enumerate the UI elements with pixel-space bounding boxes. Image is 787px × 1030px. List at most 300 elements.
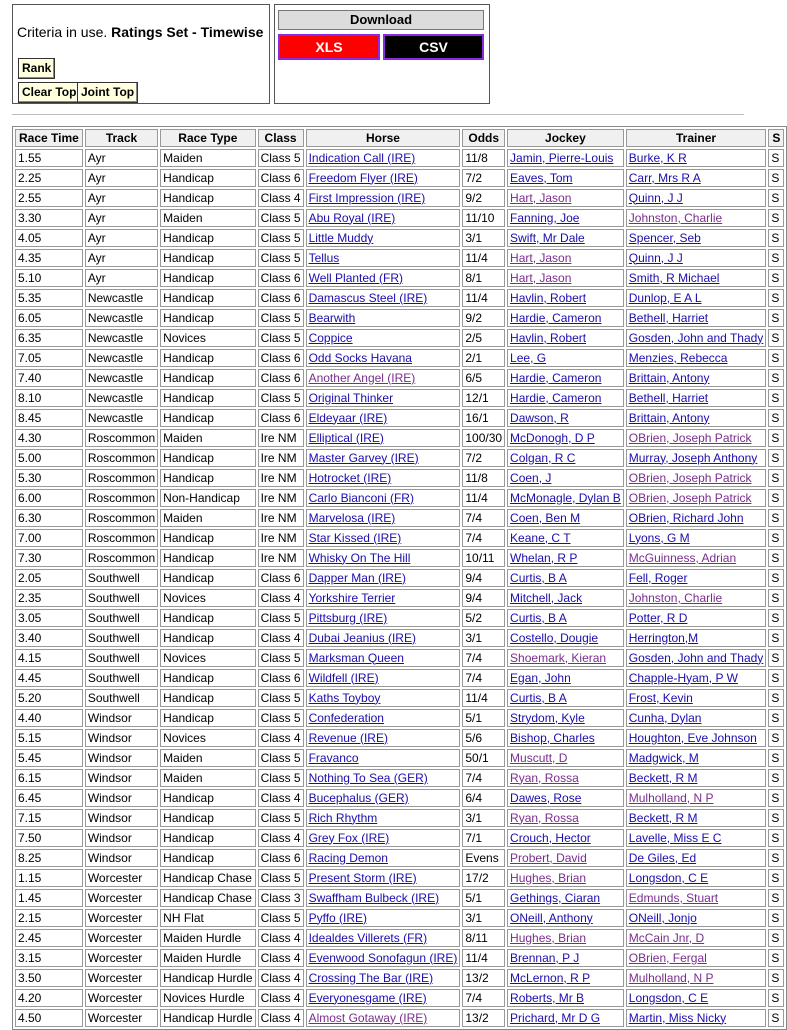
race-time-cell: 7.50 (15, 829, 83, 847)
horse-link[interactable]: Rich Rhythm (308, 810, 378, 825)
race-type-cell: Maiden (160, 749, 255, 767)
xls-download-button[interactable]: XLS (278, 34, 380, 60)
jockey-link[interactable]: Hardie, Cameron (510, 370, 602, 385)
trainer-cell (626, 409, 767, 427)
trainer-cell (626, 709, 767, 727)
odds-cell: 50/1 (462, 749, 505, 767)
jockey-cell (507, 429, 624, 447)
trainer-link[interactable]: Bethell, Harriet (628, 310, 709, 325)
jockey-link[interactable]: Hughes, Brian (510, 930, 587, 945)
jockey-cell (507, 269, 624, 287)
trainer-link[interactable]: Beckett, R M (628, 770, 698, 785)
race-time-cell: 2.25 (15, 169, 83, 187)
table-row (15, 329, 784, 347)
table-row (15, 889, 784, 907)
track-cell: Roscommon (85, 489, 158, 507)
horse-cell (306, 889, 461, 907)
odds-cell: 8/1 (462, 269, 505, 287)
csv-download-button[interactable]: CSV (383, 34, 484, 60)
horse-link[interactable]: Another Angel (IRE) (308, 370, 416, 385)
trainer-cell (626, 889, 767, 907)
horse-cell (306, 969, 461, 987)
jockey-link[interactable]: Muscutt, D (510, 750, 568, 765)
trainer-link[interactable]: Chapple-Hyam, P W (628, 670, 738, 685)
class-cell: Ire NM (258, 509, 304, 527)
trainer-link[interactable]: Frost, Kevin (628, 690, 693, 705)
odds-cell: 11/4 (462, 689, 505, 707)
race-type-cell: Handicap (160, 249, 255, 267)
table-row (15, 809, 784, 827)
trainer-link[interactable]: McGuinness, Adrian (628, 550, 737, 565)
jockey-link[interactable]: Egan, John (510, 670, 571, 685)
extra-cell: S (768, 809, 784, 827)
class-cell: Class 4 (258, 629, 304, 647)
trainer-link[interactable]: Johnston, Charlie (628, 590, 723, 605)
jockey-cell (507, 209, 624, 227)
race-time-cell: 2.55 (15, 189, 83, 207)
table-row (15, 749, 784, 767)
trainer-link[interactable]: Gosden, John and Thady (628, 330, 764, 345)
trainer-link[interactable]: Lavelle, Miss E C (628, 830, 722, 845)
race-time-cell: 5.35 (15, 289, 83, 307)
table-row (15, 929, 784, 947)
extra-cell: S (768, 609, 784, 627)
trainer-link[interactable]: Spencer, Seb (628, 230, 701, 245)
horse-link[interactable]: Almost Gotaway (IRE) (308, 1010, 428, 1025)
clear-top-button[interactable]: Clear Top (18, 82, 80, 103)
extra-cell: S (768, 569, 784, 587)
jockey-link[interactable]: Probert, David (510, 850, 587, 865)
track-cell: Newcastle (85, 349, 158, 367)
col-horse[interactable]: Horse (306, 129, 461, 147)
trainer-link[interactable]: Brittain, Antony (628, 370, 710, 385)
jockey-link[interactable]: Fanning, Joe (510, 210, 580, 225)
track-cell: Roscommon (85, 449, 158, 467)
horse-link[interactable]: Yorkshire Terrier (308, 590, 396, 605)
class-cell: Class 6 (258, 289, 304, 307)
race-time-cell: 2.05 (15, 569, 83, 587)
horse-link[interactable]: Little Muddy (308, 230, 374, 245)
trainer-link[interactable]: Edmunds, Stuart (628, 890, 719, 905)
track-cell: Newcastle (85, 289, 158, 307)
jockey-link[interactable]: ONeill, Anthony (510, 910, 593, 925)
trainer-link[interactable]: OBrien, Fergal (628, 950, 707, 965)
trainer-link[interactable]: Fell, Roger (628, 570, 688, 585)
odds-cell: 10/11 (462, 549, 505, 567)
jockey-link[interactable]: McMonagle, Dylan B (510, 490, 621, 505)
horse-cell (306, 789, 461, 807)
trainer-cell (626, 549, 767, 567)
trainer-link[interactable]: Madgwick, M (628, 750, 699, 765)
jockey-cell (507, 149, 624, 167)
horse-link[interactable]: Evenwood Sonofagun (IRE) (308, 950, 458, 965)
jockey-link[interactable]: Ryan, Rossa (510, 810, 579, 825)
trainer-cell (626, 149, 767, 167)
horse-link[interactable]: Bearwith (308, 310, 356, 325)
horse-cell (306, 609, 461, 627)
trainer-link[interactable]: Lyons, G M (628, 530, 690, 545)
horse-link[interactable]: Whisky On The Hill (308, 550, 411, 565)
trainer-link[interactable]: Brittain, Antony (628, 410, 710, 425)
horse-cell (306, 249, 461, 267)
horse-link[interactable]: Grey Fox (IRE) (308, 830, 390, 845)
horse-cell (306, 329, 461, 347)
track-cell: Ayr (85, 149, 158, 167)
trainer-link[interactable]: OBrien, Joseph Patrick (628, 490, 752, 505)
race-type-cell: Handicap (160, 169, 255, 187)
trainer-link[interactable]: Longsdon, C E (628, 990, 709, 1005)
class-cell: Class 6 (258, 349, 304, 367)
race-time-cell: 3.15 (15, 949, 83, 967)
horse-link[interactable]: Swaffham Bulbeck (IRE) (308, 890, 440, 905)
trainer-link[interactable]: Johnston, Charlie (628, 210, 723, 225)
col-class[interactable]: Class (258, 129, 304, 147)
horse-link[interactable]: Confederation (308, 710, 384, 725)
horse-link[interactable]: Indication Call (IRE) (308, 150, 416, 165)
jockey-link[interactable]: Gethings, Ciaran (510, 890, 601, 905)
class-cell: Class 4 (258, 969, 304, 987)
jockey-link[interactable]: Curtis, B A (510, 690, 567, 705)
jockey-link[interactable]: Coen, Ben M (510, 510, 581, 525)
horse-link[interactable]: Crossing The Bar (IRE) (308, 970, 434, 985)
jockey-link[interactable]: Colgan, R C (510, 450, 576, 465)
horse-link[interactable]: Odd Socks Havana (308, 350, 412, 365)
horse-cell (306, 209, 461, 227)
trainer-link[interactable]: Dunlop, E A L (628, 290, 702, 305)
table-row (15, 409, 784, 427)
table-row (15, 669, 784, 687)
odds-cell: 17/2 (462, 869, 505, 887)
class-cell: Class 4 (258, 1009, 304, 1027)
odds-cell: 11/4 (462, 289, 505, 307)
col-race-time[interactable]: Race Time (15, 129, 83, 147)
horse-cell (306, 769, 461, 787)
jockey-link[interactable]: McDonogh, D P (510, 430, 595, 445)
horse-cell (306, 989, 461, 1007)
track-cell: Windsor (85, 789, 158, 807)
horse-link[interactable]: Hotrocket (IRE) (308, 470, 392, 485)
horse-link[interactable]: Elliptical (IRE) (308, 430, 384, 445)
race-type-cell: Maiden (160, 209, 255, 227)
jockey-link[interactable]: Dawson, R (510, 410, 569, 425)
odds-cell: 3/1 (462, 909, 505, 927)
jockey-link[interactable]: Eaves, Tom (510, 170, 573, 185)
trainer-link[interactable]: Longsdon, C E (628, 870, 709, 885)
class-cell: Class 6 (258, 569, 304, 587)
class-cell: Class 5 (258, 689, 304, 707)
jockey-link[interactable]: McLernon, R P (510, 970, 591, 985)
trainer-link[interactable]: ONeill, Jonjo (628, 910, 697, 925)
joint-top-button[interactable]: Joint Top (77, 82, 138, 103)
trainer-cell (626, 769, 767, 787)
jockey-cell (507, 589, 624, 607)
jockey-link[interactable]: Shoemark, Kieran (510, 650, 607, 665)
race-type-cell: Maiden (160, 149, 255, 167)
table-row (15, 169, 784, 187)
horse-link[interactable]: Carlo Bianconi (FR) (308, 490, 414, 505)
odds-cell: 9/4 (462, 589, 505, 607)
col-extra[interactable]: S (768, 129, 784, 147)
trainer-cell (626, 789, 767, 807)
odds-cell: 5/1 (462, 709, 505, 727)
extra-cell: S (768, 709, 784, 727)
jockey-link[interactable]: Hart, Jason (510, 270, 572, 285)
trainer-link[interactable]: Menzies, Rebecca (628, 350, 728, 365)
trainer-link[interactable]: Martin, Miss Nicky (628, 1010, 727, 1025)
horse-link[interactable]: Abu Royal (IRE) (308, 210, 396, 225)
jockey-link[interactable]: Coen, J (510, 470, 552, 485)
track-cell: Windsor (85, 729, 158, 747)
horse-link[interactable]: Everyonesgame (IRE) (308, 990, 427, 1005)
extra-cell: S (768, 669, 784, 687)
horse-link[interactable]: Freedom Flyer (IRE) (308, 170, 418, 185)
horse-link[interactable]: Kaths Toyboy (308, 690, 381, 705)
header-row (15, 129, 784, 147)
race-time-cell: 6.05 (15, 309, 83, 327)
jockey-cell (507, 829, 624, 847)
jockey-link[interactable]: Brennan, P J (510, 950, 580, 965)
jockey-cell (507, 749, 624, 767)
track-cell: Windsor (85, 809, 158, 827)
extra-cell: S (768, 749, 784, 767)
trainer-link[interactable]: Gosden, John and Thady (628, 650, 764, 665)
jockey-cell (507, 869, 624, 887)
extra-cell: S (768, 169, 784, 187)
jockey-link[interactable]: Swift, Mr Dale (510, 230, 585, 245)
class-cell: Class 4 (258, 949, 304, 967)
table-row (15, 529, 784, 547)
trainer-cell (626, 309, 767, 327)
trainer-link[interactable]: Carr, Mrs R A (628, 170, 701, 185)
horse-link[interactable]: Dapper Man (IRE) (308, 570, 406, 585)
table-row (15, 949, 784, 967)
trainer-link[interactable]: Cunha, Dylan (628, 710, 702, 725)
jockey-link[interactable]: Lee, G (510, 350, 547, 365)
class-cell: Class 5 (258, 809, 304, 827)
odds-cell: 9/2 (462, 309, 505, 327)
jockey-link[interactable]: Ryan, Rossa (510, 770, 579, 785)
table-row (15, 549, 784, 567)
race-time-cell: 8.25 (15, 849, 83, 867)
horse-link[interactable]: Dubai Jeanius (IRE) (308, 630, 416, 645)
race-time-cell: 4.15 (15, 649, 83, 667)
horse-link[interactable]: Damascus Steel (IRE) (308, 290, 428, 305)
jockey-link[interactable]: Jamin, Pierre-Louis (510, 150, 614, 165)
jockey-link[interactable]: Hardie, Cameron (510, 310, 602, 325)
trainer-link[interactable]: McCain Jnr, D (628, 930, 705, 945)
jockey-link[interactable]: Hart, Jason (510, 190, 572, 205)
trainer-link[interactable]: Burke, K R (628, 150, 687, 165)
jockey-link[interactable]: Havlin, Robert (510, 330, 587, 345)
trainer-link[interactable]: Mulholland, N P (628, 790, 714, 805)
horse-link[interactable]: Tellus (308, 250, 340, 265)
trainer-link[interactable]: Smith, R Michael (628, 270, 720, 285)
class-cell: Class 6 (258, 409, 304, 427)
horse-link[interactable]: Well Planted (FR) (308, 270, 404, 285)
horse-cell (306, 149, 461, 167)
jockey-link[interactable]: Mitchell, Jack (510, 590, 583, 605)
odds-cell: 5/6 (462, 729, 505, 747)
col-race-type[interactable]: Race Type (160, 129, 255, 147)
odds-cell: 12/1 (462, 389, 505, 407)
horse-link[interactable]: Nothing To Sea (GER) (308, 770, 428, 785)
trainer-cell (626, 449, 767, 467)
horse-cell (306, 829, 461, 847)
trainer-link[interactable]: Houghton, Eve Johnson (628, 730, 757, 745)
extra-cell: S (768, 649, 784, 667)
jockey-cell (507, 509, 624, 527)
col-odds[interactable]: Odds (462, 129, 505, 147)
class-cell: Class 5 (258, 229, 304, 247)
trainer-link[interactable]: Potter, R D (628, 610, 688, 625)
race-time-cell: 4.45 (15, 669, 83, 687)
jockey-cell (507, 769, 624, 787)
table-row (15, 569, 784, 587)
trainer-link[interactable]: Quinn, J J (628, 190, 683, 205)
trainer-link[interactable]: Mulholland, N P (628, 970, 714, 985)
track-cell: Worcester (85, 949, 158, 967)
horse-link[interactable]: Original Thinker (308, 390, 394, 405)
race-type-cell: Handicap (160, 269, 255, 287)
jockey-link[interactable]: Whelan, R P (510, 550, 578, 565)
table-row (15, 429, 784, 447)
table-row (15, 849, 784, 867)
table-row (15, 649, 784, 667)
table-row (15, 789, 784, 807)
trainer-cell (626, 389, 767, 407)
jockey-link[interactable]: Hart, Jason (510, 250, 572, 265)
race-type-cell: Handicap (160, 549, 255, 567)
class-cell: Class 4 (258, 729, 304, 747)
odds-cell: 16/1 (462, 409, 505, 427)
race-type-cell: Handicap (160, 609, 255, 627)
col-track[interactable]: Track (85, 129, 158, 147)
class-cell: Class 5 (258, 649, 304, 667)
jockey-cell (507, 929, 624, 947)
trainer-link[interactable]: Quinn, J J (628, 250, 683, 265)
track-cell: Southwell (85, 569, 158, 587)
race-type-cell: Handicap (160, 309, 255, 327)
horse-link[interactable]: Marvelosa (IRE) (308, 510, 396, 525)
trainer-link[interactable]: Beckett, R M (628, 810, 698, 825)
horse-link[interactable]: Pittsburg (IRE) (308, 610, 388, 625)
jockey-cell (507, 349, 624, 367)
trainer-cell (626, 629, 767, 647)
jockey-link[interactable]: Keane, C T (510, 530, 571, 545)
horse-link[interactable]: Fravanco (308, 750, 359, 765)
jockey-link[interactable]: Roberts, Mr B (510, 990, 585, 1005)
extra-cell: S (768, 389, 784, 407)
horse-link[interactable]: Eldeyaar (IRE) (308, 410, 388, 425)
race-type-cell: Handicap (160, 229, 255, 247)
horse-link[interactable]: Idealdes Villerets (FR) (308, 930, 428, 945)
horse-link[interactable]: Bucephalus (GER) (308, 790, 409, 805)
jockey-link[interactable]: Hughes, Brian (510, 870, 587, 885)
horse-cell (306, 809, 461, 827)
jockey-link[interactable]: Curtis, B A (510, 610, 567, 625)
horse-link[interactable]: Pyffo (IRE) (308, 910, 368, 925)
jockey-link[interactable]: Curtis, B A (510, 570, 567, 585)
rank-button[interactable]: Rank (18, 58, 55, 79)
odds-cell: 11/8 (462, 149, 505, 167)
class-cell: Ire NM (258, 549, 304, 567)
jockey-link[interactable]: Hardie, Cameron (510, 390, 602, 405)
jockey-link[interactable]: Havlin, Robert (510, 290, 587, 305)
table-row (15, 509, 784, 527)
track-cell: Windsor (85, 849, 158, 867)
trainer-link[interactable]: OBrien, Richard John (628, 510, 744, 525)
table-row (15, 229, 784, 247)
col-trainer[interactable]: Trainer (626, 129, 767, 147)
jockey-cell (507, 949, 624, 967)
extra-cell: S (768, 769, 784, 787)
table-row (15, 149, 784, 167)
trainer-link[interactable]: Bethell, Harriet (628, 390, 709, 405)
race-time-cell: 8.10 (15, 389, 83, 407)
track-cell: Roscommon (85, 529, 158, 547)
horse-link[interactable]: First Impression (IRE) (308, 190, 426, 205)
trainer-link[interactable]: De Giles, Ed (628, 850, 697, 865)
horse-link[interactable]: Racing Demon (308, 850, 388, 865)
class-cell: Class 4 (258, 829, 304, 847)
horse-link[interactable]: Revenue (IRE) (308, 730, 388, 745)
trainer-link[interactable]: Murray, Joseph Anthony (628, 450, 758, 465)
odds-cell: Evens (462, 849, 505, 867)
horse-cell (306, 469, 461, 487)
jockey-link[interactable]: Costello, Dougie (510, 630, 599, 645)
extra-cell: S (768, 269, 784, 287)
class-cell: Class 5 (258, 709, 304, 727)
track-cell: Windsor (85, 829, 158, 847)
col-jockey[interactable]: Jockey (507, 129, 624, 147)
horse-link[interactable]: Wildfell (IRE) (308, 670, 379, 685)
jockey-link[interactable]: Prichard, Mr D G (510, 1010, 601, 1025)
horse-link[interactable]: Present Storm (IRE) (308, 870, 417, 885)
download-header: Download (278, 10, 484, 30)
race-type-cell: Handicap (160, 689, 255, 707)
horse-cell (306, 309, 461, 327)
race-type-cell: Non-Handicap (160, 489, 255, 507)
class-cell: Class 6 (258, 369, 304, 387)
jockey-link[interactable]: Crouch, Hector (510, 830, 591, 845)
horse-link[interactable]: Master Garvey (IRE) (308, 450, 419, 465)
horse-cell (306, 649, 461, 667)
trainer-link[interactable]: Herrington,M (628, 630, 699, 645)
track-cell: Windsor (85, 769, 158, 787)
horse-link[interactable]: Star Kissed (IRE) (308, 530, 402, 545)
jockey-link[interactable]: Bishop, Charles (510, 730, 595, 745)
odds-cell: 5/2 (462, 609, 505, 627)
trainer-link[interactable]: OBrien, Joseph Patrick (628, 470, 752, 485)
race-type-cell: Novices (160, 729, 255, 747)
horse-link[interactable]: Marksman Queen (308, 650, 404, 665)
race-time-cell: 3.05 (15, 609, 83, 627)
class-cell: Ire NM (258, 489, 304, 507)
table-row (15, 269, 784, 287)
trainer-cell (626, 489, 767, 507)
class-cell: Class 5 (258, 909, 304, 927)
trainer-link[interactable]: OBrien, Joseph Patrick (628, 430, 752, 445)
jockey-link[interactable]: Dawes, Rose (510, 790, 582, 805)
class-cell: Class 5 (258, 309, 304, 327)
horse-link[interactable]: Coppice (308, 330, 353, 345)
class-cell: Class 6 (258, 269, 304, 287)
race-type-cell: Handicap (160, 529, 255, 547)
track-cell: Newcastle (85, 389, 158, 407)
race-time-cell: 3.30 (15, 209, 83, 227)
horse-cell (306, 229, 461, 247)
jockey-link[interactable]: Strydom, Kyle (510, 710, 585, 725)
